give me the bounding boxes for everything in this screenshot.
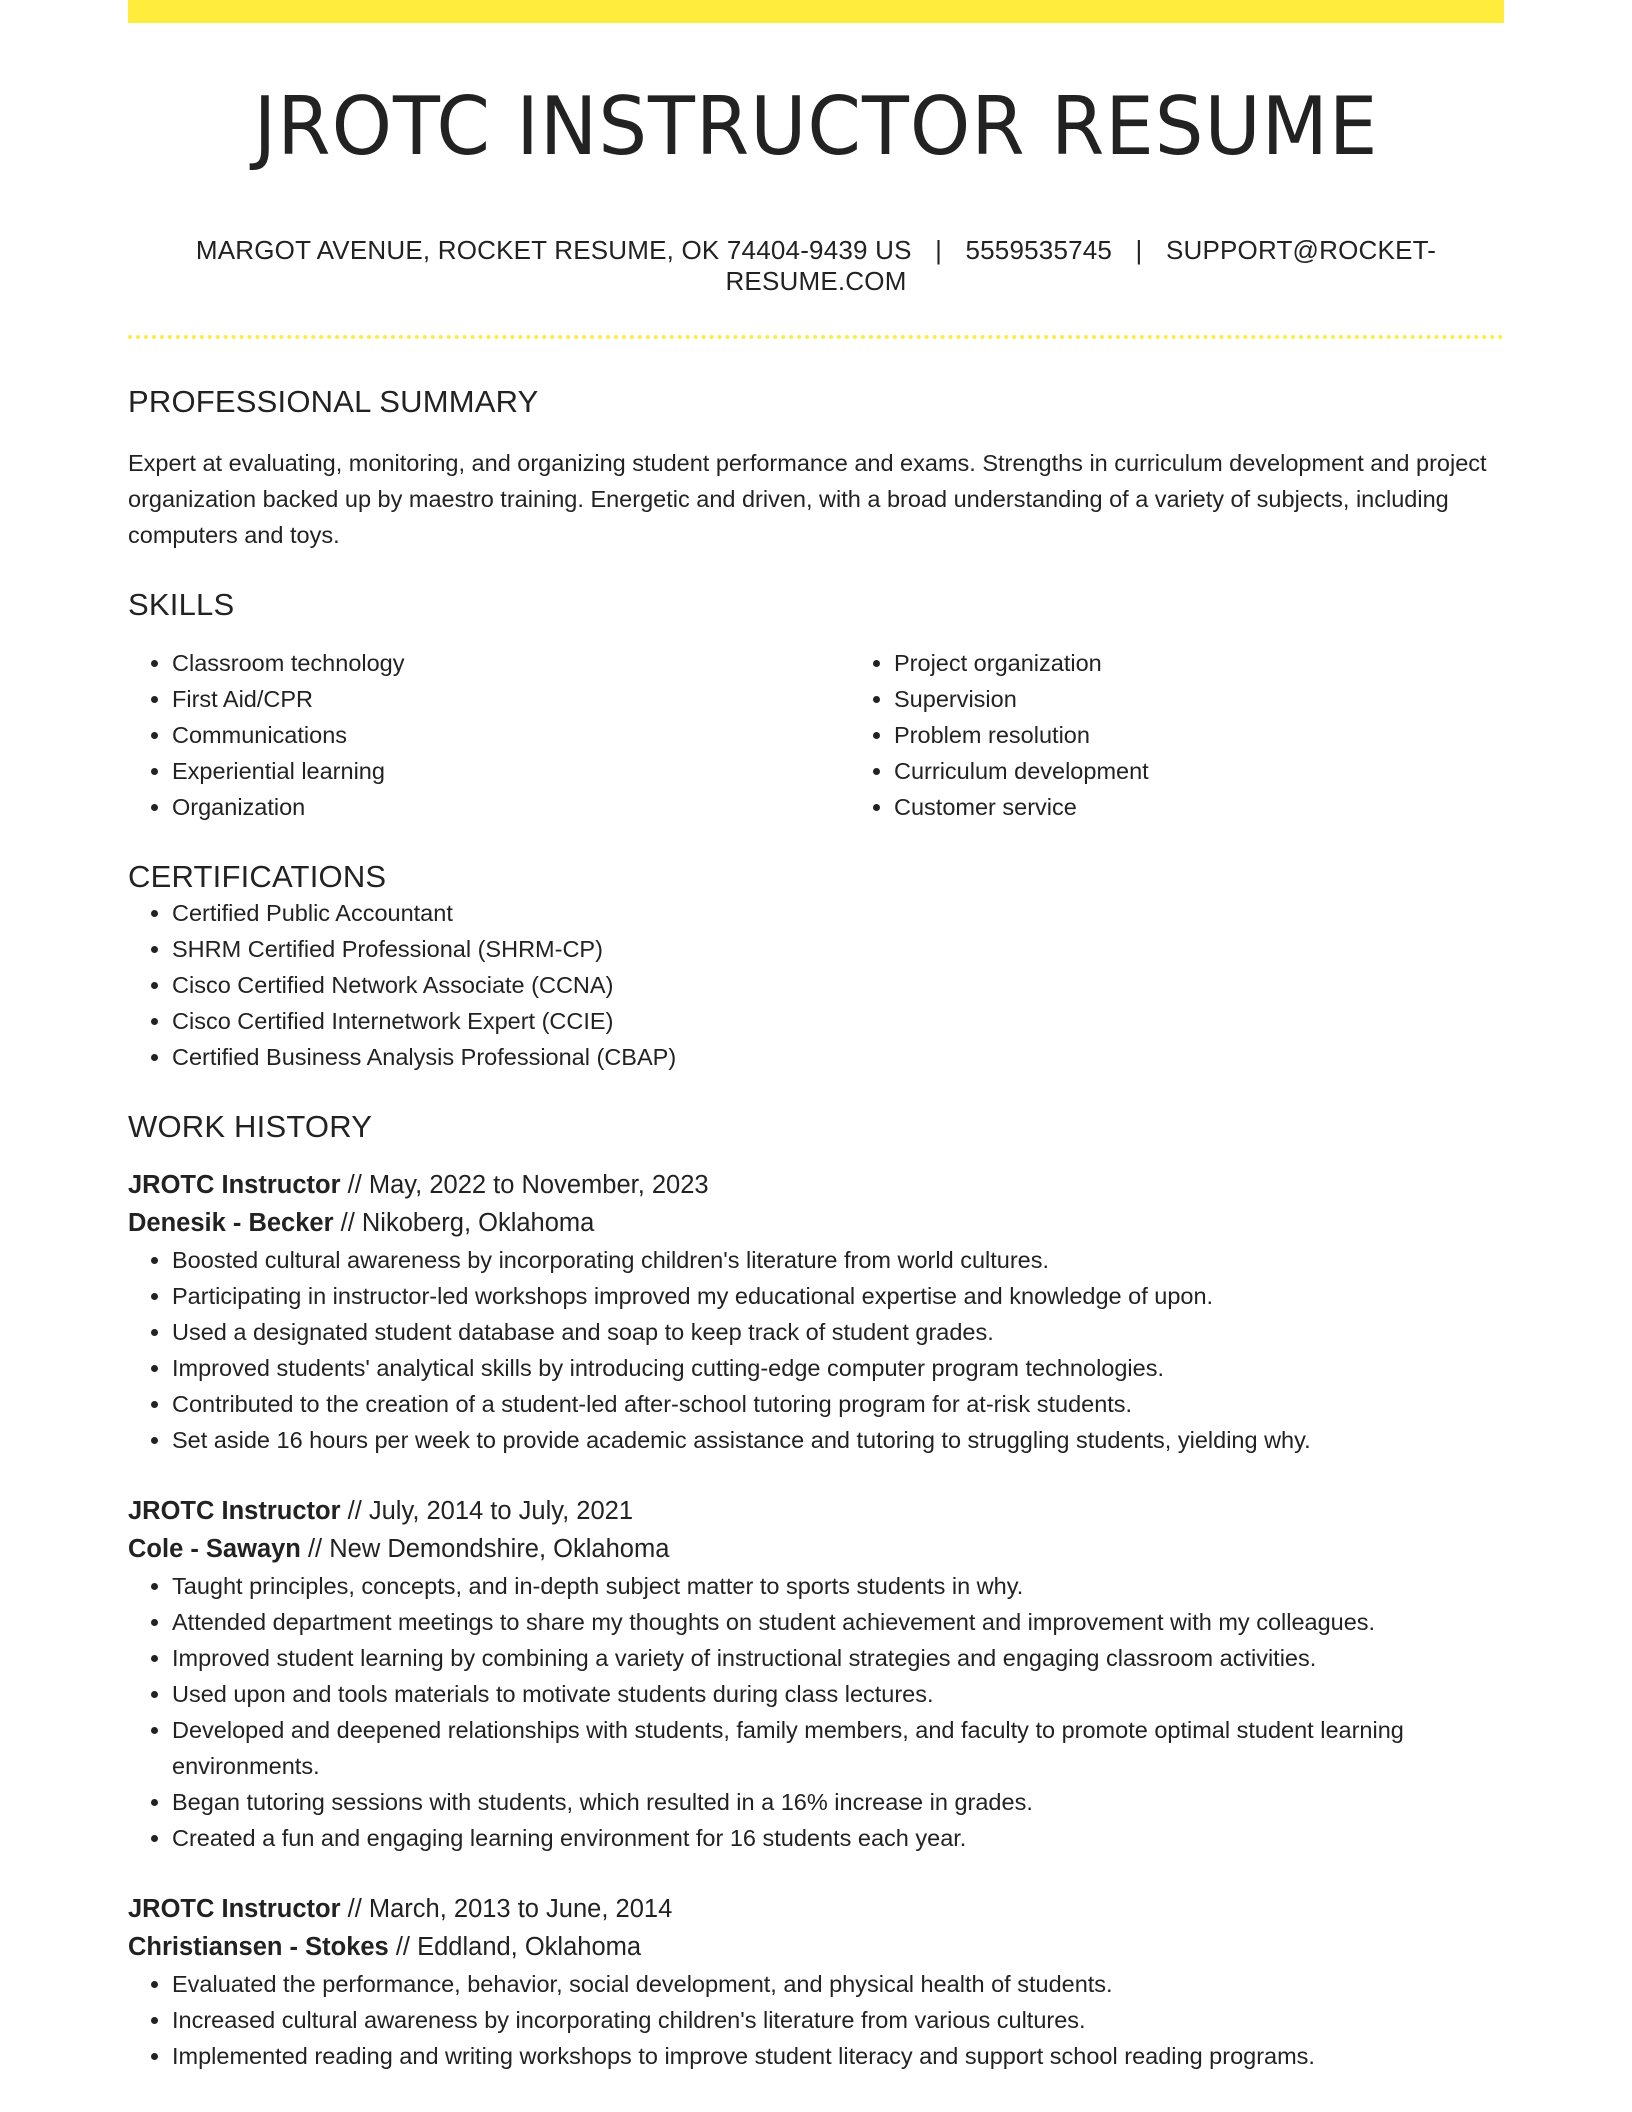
job-bullet: • Increased cultural awareness by incorporating children's literature from various cultures. [172,2002,1504,2038]
work-history-heading: WORK HISTORY [128,1109,373,1144]
skill-item: • Experiential learning [172,753,850,789]
job-bullet: • Created a fun and engaging learning environment for 16 students each year. [172,1820,1504,1856]
job-entry [128,1166,1504,1458]
header-divider [128,335,1504,339]
certification-item: • Certified Business Analysis Professional (CBAP) [172,1039,1504,1075]
job-bullet-list [128,1966,1504,2074]
skill-item: • Problem resolution [894,717,1572,753]
skills-heading: SKILLS [128,587,235,622]
job-bullet: • Taught principles, concepts, and in-depth subject matter to sports students in why. [172,1568,1504,1604]
job-dates: July, 2014 to July, 2021 [368,1497,634,1525]
skill-item: • Curriculum development [894,753,1572,789]
job-bullet: • Improved students' analytical skills by introducing cutting-edge computer program technologies. [172,1350,1504,1386]
skill-item: • Customer service [894,789,1572,825]
skill-item: • Communications [172,717,850,753]
job-title: JROTC Instructor [128,1171,341,1199]
job-company: Cole - Sawayn [128,1535,301,1563]
job-title: JROTC Instructor [128,1895,341,1923]
job-dates: May, 2022 to November, 2023 [368,1171,709,1199]
certifications-list [128,895,1504,1075]
job-bullet: • Contributed to the creation of a student-led after-school tutoring program for at-risk students. [172,1386,1504,1422]
job-location: New Demondshire, Oklahoma [329,1535,670,1563]
certification-item: • Certified Public Accountant [172,895,1504,931]
job-bullet: • Attended department meetings to share my thoughts on student achievement and improvement with my colleagues. [172,1604,1504,1640]
summary-heading: PROFESSIONAL SUMMARY [128,384,539,419]
skill-item: • First Aid/CPR [172,681,850,717]
job-bullet: • Evaluated the performance, behavior, social development, and physical health of students. [172,1966,1504,2002]
job-title-line [128,1890,1504,1928]
job-bullet: • Boosted cultural awareness by incorporating children's literature from world cultures. [172,1242,1504,1278]
job-company: Denesik - Becker [128,1209,334,1237]
resume-content [128,23,1504,2074]
job-title: JROTC Instructor [128,1497,341,1525]
job-bullet: • Began tutoring sessions with students, which resulted in a 16% increase in grades. [172,1784,1504,1820]
skills-list-left [128,645,850,825]
skills-columns [128,645,1504,825]
certification-item: • Cisco Certified Network Associate (CCNA) [172,967,1504,1003]
resume-title: JROTC INSTRUCTOR RESUME [253,80,1379,173]
job-location: Eddland, Oklahoma [417,1933,642,1961]
job-bullet: • Developed and deepened relationships with students, family members, and faculty to promote optimal student learning environments. [172,1712,1504,1784]
certifications-heading: CERTIFICATIONS [128,859,387,894]
job-company-line [128,1530,1504,1568]
skills-list-right [850,645,1572,825]
certification-item: • SHRM Certified Professional (SHRM-CP) [172,931,1504,967]
job-company: Christiansen - Stokes [128,1933,389,1961]
job-bullet-list [128,1242,1504,1458]
job-bullet: • Set aside 16 hours per week to provide academic assistance and tutoring to struggling students, yielding why. [172,1422,1504,1458]
job-dates: March, 2013 to June, 2014 [368,1895,673,1923]
contact-separator: | [1135,235,1143,265]
certification-item: • Cisco Certified Internetwork Expert (CCIE) [172,1003,1504,1039]
job-company-line [128,1928,1504,1966]
contact-address: MARGOT AVENUE, ROCKET RESUME, OK 74404-9439 US [195,235,912,265]
skill-item: • Supervision [894,681,1572,717]
job-entry [128,1890,1504,2074]
job-delimiter: // [340,1497,369,1525]
job-delimiter: // [340,1895,369,1923]
job-bullet: • Used a designated student database and soap to keep track of student grades. [172,1314,1504,1350]
job-company-line [128,1204,1504,1242]
job-delimiter: // [340,1171,369,1199]
job-delimiter: // [333,1209,362,1237]
job-bullet: • Participating in instructor-led workshops improved my educational expertise and knowledge of upon. [172,1278,1504,1314]
job-entry [128,1492,1504,1856]
job-bullet: • Improved student learning by combining a variety of instructional strategies and engaging classroom activities. [172,1640,1504,1676]
contact-line [128,235,1504,297]
skill-item: • Project organization [894,645,1572,681]
summary-text: Expert at evaluating, monitoring, and organizing student performance and exams. Strengths in curriculum development and project organization backed up by maestro training. Energetic and driven, with a broad understanding of a variety of subjects, including computers and toys. [128,450,1487,548]
top-accent-bar [128,0,1504,23]
contact-email: SUPPORT@ROCKET-RESUME.COM [725,235,1437,296]
job-delimiter: // [300,1535,330,1563]
job-title-line [128,1492,1504,1530]
job-bullet: • Used upon and tools materials to motivate students during class lectures. [172,1676,1504,1712]
job-delimiter: // [388,1933,418,1961]
job-location: Nikoberg, Oklahoma [361,1209,595,1237]
skill-item: • Organization [172,789,850,825]
contact-phone: 5559535745 [965,235,1113,265]
contact-separator: | [935,235,943,265]
job-bullet-list [128,1568,1504,1856]
skill-item: • Classroom technology [172,645,850,681]
job-title-line [128,1166,1504,1204]
job-bullet: • Implemented reading and writing workshops to improve student literacy and support school reading programs. [172,2038,1504,2074]
